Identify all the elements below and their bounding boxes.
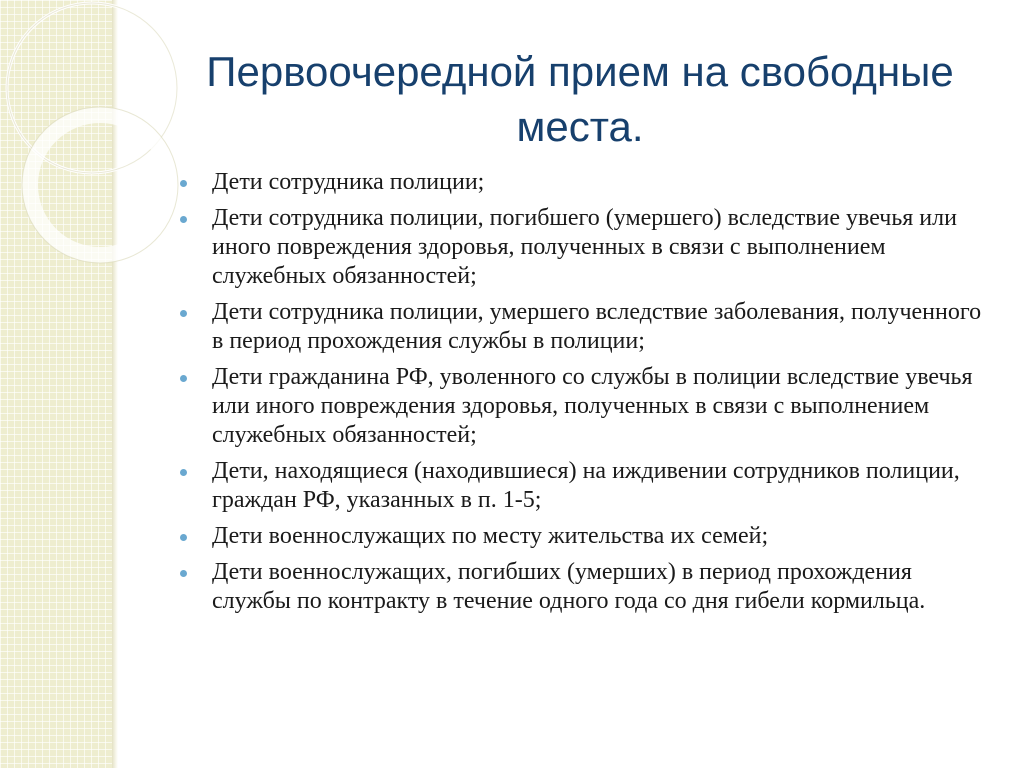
bullet-list [180,168,990,623]
slide-title: Первоочередной прием на свободные места. [206,48,954,150]
bullet-dot-icon [180,570,187,577]
bullet-item [180,298,990,356]
bullet-dot-icon [180,216,187,223]
bullet-item [180,363,990,450]
bullet-dot-icon [180,375,187,382]
bullet-text: Дети, находящиеся (находившиеся) на иждивении сотрудников полиции, граждан РФ, указанных в п. 1-5; [212,458,960,513]
bullet-text: Дети военнослужащих по месту жительства их семей; [212,523,769,549]
bullet-item [180,204,990,291]
bullet-dot-icon [180,180,187,187]
bullet-dot-icon [180,469,187,476]
bullet-text: Дети гражданина РФ, уволенного со службы в полиции вследствие увечья или иного повреждения здоровья, полученных в связи с выполнением служебных обязанностей; [212,364,973,448]
bullet-item [180,522,990,551]
bullet-text: Дети сотрудника полиции, погибшего (умершего) вследствие увечья или иного повреждения здоровья, полученных в связи с выполнением служебных обязанностей; [212,205,957,289]
bullet-text: Дети сотрудника полиции; [212,169,485,195]
bullet-item [180,457,990,515]
bullet-text: Дети сотрудника полиции, умершего вследствие заболевания, полученного в период прохождения службы в полиции; [212,299,982,354]
bullet-text: Дети военнослужащих, погибших (умерших) в период прохождения службы по контракту в течение одного года со дня гибели кормильца. [212,559,926,614]
bullet-item [180,168,990,197]
bullet-dot-icon [180,534,187,541]
bullet-dot-icon [180,310,187,317]
side-panel-edge [112,0,118,768]
decorative-side-panel [0,0,112,768]
bullet-item [180,558,990,616]
